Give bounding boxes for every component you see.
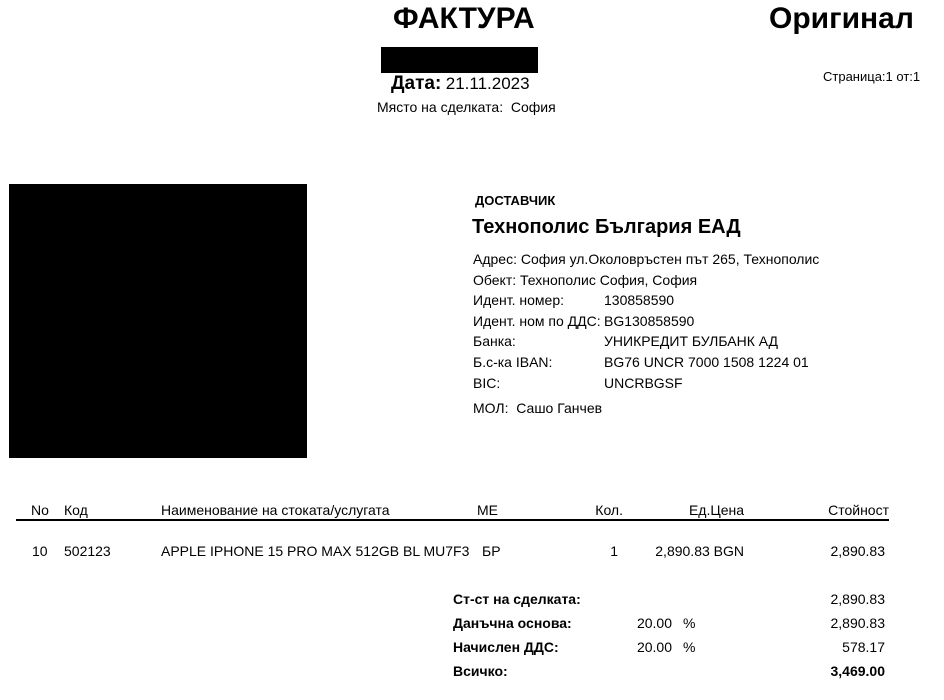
supplier-vat-id-label: Идент. ном по ДДС: bbox=[473, 313, 601, 329]
cell-value: 2,890.83 bbox=[830, 543, 885, 559]
copy-type: Оригинал bbox=[769, 2, 914, 35]
cell-no: 10 bbox=[32, 543, 48, 559]
col-header-code: Код bbox=[64, 502, 88, 518]
supplier-iban-label: Б.с-ка IBAN: bbox=[473, 354, 553, 370]
place-value: София bbox=[510, 99, 556, 115]
col-header-value: Стойност bbox=[828, 502, 889, 518]
date-value: 21.11.2023 bbox=[445, 74, 530, 93]
supplier-mol bbox=[473, 400, 602, 416]
vat-pct: % bbox=[683, 639, 696, 655]
col-header-unit: МЕ bbox=[477, 502, 498, 518]
cell-name: APPLE IPHONE 15 PRO MAX 512GB BL MU7F3 bbox=[161, 543, 470, 559]
mol-label: МОЛ: bbox=[473, 400, 509, 416]
tax-base-rate: 20.00 bbox=[636, 615, 672, 631]
cell-unit: БР bbox=[482, 543, 501, 559]
col-header-qty: Кол. bbox=[595, 502, 623, 518]
mol-value: Сашо Ганчев bbox=[516, 400, 603, 416]
total-label: Всичко: bbox=[453, 663, 508, 679]
tax-base-amount: 2,890.83 bbox=[830, 615, 885, 631]
invoice-title: ФАКТУРА bbox=[393, 2, 535, 35]
supplier-bank-label: Банка: bbox=[473, 333, 516, 349]
supplier-name: Технополис България ЕАД bbox=[472, 216, 741, 238]
supplier-bic-label: BIC: bbox=[473, 375, 501, 391]
col-header-unit-price: Ед.Цена bbox=[688, 502, 744, 518]
supplier-id-value: 130858590 bbox=[604, 292, 675, 308]
supplier-object: Обект: Технополис София, София bbox=[473, 272, 698, 288]
vat-label: Начислен ДДС: bbox=[453, 639, 559, 655]
supplier-iban-value: BG76 UNCR 7000 1508 1224 01 bbox=[604, 354, 809, 370]
vat-rate: 20.00 bbox=[636, 639, 672, 655]
date-label: Дата: bbox=[391, 73, 442, 94]
supplier-section-label: ДОСТАВЧИК bbox=[475, 193, 556, 208]
supplier-address: Адрес: София ул.Околовръстен път 265, Технополис bbox=[473, 251, 820, 267]
supplier-id-label: Идент. номер: bbox=[473, 292, 564, 308]
supplier-vat-id-value: BG130858590 bbox=[604, 313, 695, 329]
invoice-date bbox=[391, 73, 530, 95]
tax-base-label: Данъчна основа: bbox=[453, 615, 572, 631]
supplier-bic-value: UNCRBGSF bbox=[604, 375, 683, 391]
deal-value-label: Ст-ст на сделката: bbox=[453, 591, 581, 607]
supplier-bank-value: УНИКРЕДИТ БУЛБАНК АД bbox=[604, 333, 779, 349]
redacted-recipient-block bbox=[9, 184, 307, 458]
total-amount: 3,469.00 bbox=[830, 663, 885, 679]
place-label: Място на сделката: bbox=[377, 99, 504, 115]
tax-base-pct: % bbox=[683, 615, 696, 631]
table-header-divider bbox=[16, 519, 889, 521]
page-info: Страница:1 от:1 bbox=[823, 69, 921, 84]
place-of-deal bbox=[377, 99, 556, 115]
cell-code: 502123 bbox=[64, 543, 111, 559]
redacted-invoice-number bbox=[381, 47, 538, 73]
cell-unit-price: 2,890.83 BGN bbox=[655, 543, 744, 559]
vat-amount: 578.17 bbox=[842, 639, 885, 655]
deal-value-amount: 2,890.83 bbox=[830, 591, 885, 607]
col-header-name: Наименование на стоката/услугата bbox=[161, 502, 390, 518]
col-header-no: No bbox=[31, 502, 49, 518]
cell-qty: 1 bbox=[610, 543, 618, 559]
